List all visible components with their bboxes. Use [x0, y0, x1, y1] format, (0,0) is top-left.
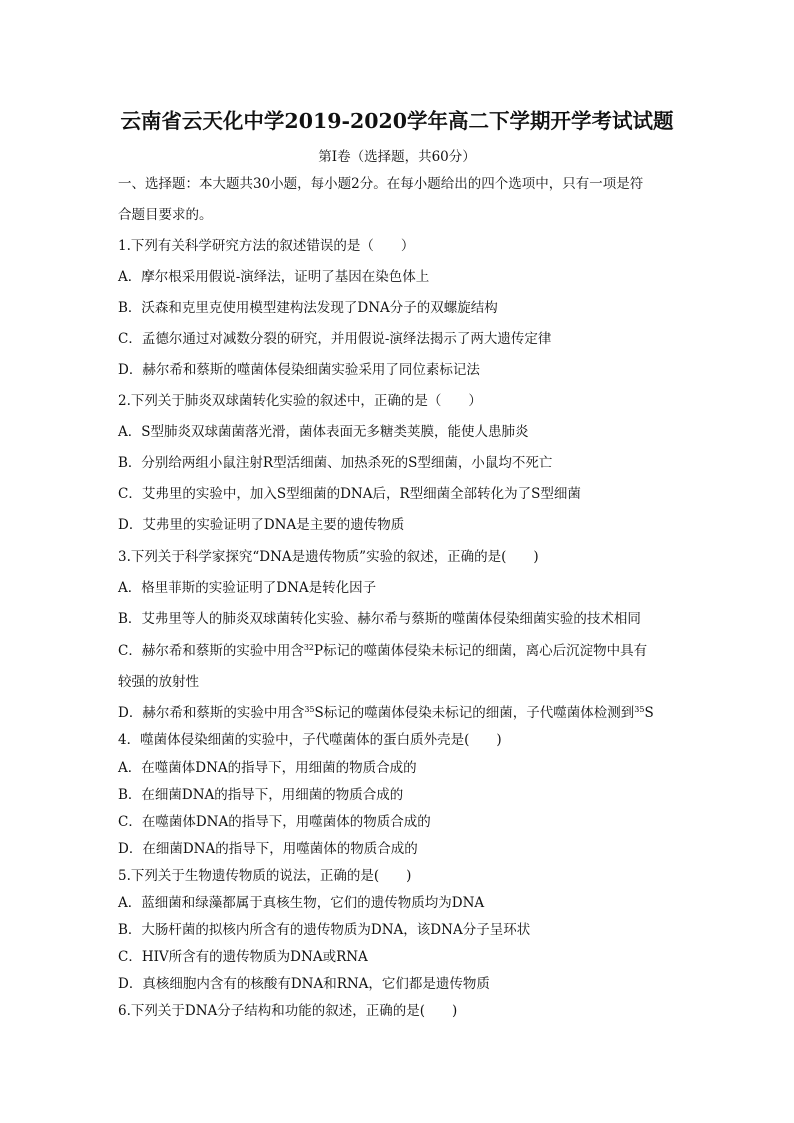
section-subtitle: 第Ⅰ卷（选择题，共60分） [318, 149, 476, 165]
question-5-option-d: D．真核细胞内含有的核酸有DNA和RNA，它们都是遗传物质 [118, 976, 490, 992]
instructions-line-1: 一、选择题：本大题共30小题，每小题2分。在每小题给出的四个选项中，只有一项是符 [118, 176, 644, 192]
question-5-option-b: B．大肠杆菌的拟核内所含有的遗传物质为DNA，该DNA分子呈环状 [118, 922, 531, 938]
question-3-option-c-continued: 较强的放射性 [118, 674, 199, 690]
option-d-text-end: S [644, 705, 654, 721]
question-1-option-c: C．孟德尔通过对减数分裂的研究，并用假说-演绎法揭示了两大遗传定律 [118, 331, 552, 347]
option-c-text-start: C．赫尔希和蔡斯的实验中用含 [118, 643, 304, 659]
question-4-option-d: D．在细菌DNA的指导下，用噬菌体的物质合成的 [118, 841, 418, 857]
question-1-option-b: B．沃森和克里克使用模型建构法发现了DNA分子的双螺旋结构 [118, 300, 498, 316]
question-5-option-c: C．HIV所含有的遗传物质为DNA或RNA [118, 949, 368, 965]
question-6-stem: 6.下列关于DNA分子结构和功能的叙述，正确的是( ) [118, 1003, 458, 1019]
question-2-option-b: B．分别给两组小鼠注射R型活细菌、加热杀死的S型细菌，小鼠均不死亡 [118, 455, 553, 471]
option-c-text-rest: P标记的噬菌体侵染未标记的细菌，离心后沉淀物中具有 [314, 643, 648, 659]
isotope-superscript: 35 [304, 705, 315, 714]
question-2-stem: 2.下列关于肺炎双球菌转化实验的叙述中，正确的是（ ） [118, 393, 482, 409]
question-5-stem: 5.下列关于生物遗传物质的说法，正确的是( ) [118, 868, 412, 884]
question-3-option-b: B．艾弗里等人的肺炎双球菌转化实验、赫尔希与蔡斯的噬菌体侵染细菌实验的技术相同 [118, 611, 641, 627]
question-3-option-a: A．格里菲斯的实验证明了DNA是转化因子 [118, 580, 377, 596]
question-2-option-c: C．艾弗里的实验中，加入S型细菌的DNA后，R型细菌全部转化为了S型细菌 [118, 486, 581, 502]
question-3-option-c [118, 642, 688, 660]
question-3-option-d [118, 704, 688, 722]
question-2-option-d: D．艾弗里的实验证明了DNA是主要的遗传物质 [118, 517, 405, 533]
question-5-option-a: A．蓝细菌和绿藻都属于真核生物，它们的遗传物质均为DNA [118, 895, 485, 911]
question-3-stem: 3.下列关于科学家探究“DNA是遗传物质”实验的叙述，正确的是( ) [118, 549, 539, 565]
instructions-line-2: 合题目要求的。 [118, 207, 213, 223]
question-1-stem: 1.下列有关科学研究方法的叙述错误的是（ ） [118, 238, 415, 254]
question-4-stem: 4．噬菌体侵染细菌的实验中，子代噬菌体的蛋白质外壳是( ) [118, 732, 502, 748]
option-d-text-rest: S标记的噬菌体侵染未标记的细菌，子代噬菌体检测到 [314, 705, 635, 721]
isotope-superscript: 35 [634, 705, 645, 714]
question-4-option-b: B．在细菌DNA的指导下，用细菌的物质合成的 [118, 787, 404, 803]
page-title: 云南省云天化中学2019-2020学年高二下学期开学考试试题 [120, 109, 674, 133]
question-1-option-a: A．摩尔根采用假说-演绎法，证明了基因在染色体上 [118, 269, 430, 285]
isotope-superscript: 32 [303, 643, 315, 652]
question-4-option-c: C．在噬菌体DNA的指导下，用噬菌体的物质合成的 [118, 814, 431, 830]
question-1-option-d: D．赫尔希和蔡斯的噬菌体侵染细菌实验采用了同位素标记法 [118, 362, 480, 378]
question-4-option-a: A．在噬菌体DNA的指导下，用细菌的物质合成的 [118, 760, 417, 776]
question-2-option-a: A．S型肺炎双球菌菌落光滑，菌体表面无多糖类荚膜，能使人患肺炎 [118, 424, 529, 440]
option-d-text-start: D．赫尔希和蔡斯的实验中用含 [118, 705, 305, 721]
